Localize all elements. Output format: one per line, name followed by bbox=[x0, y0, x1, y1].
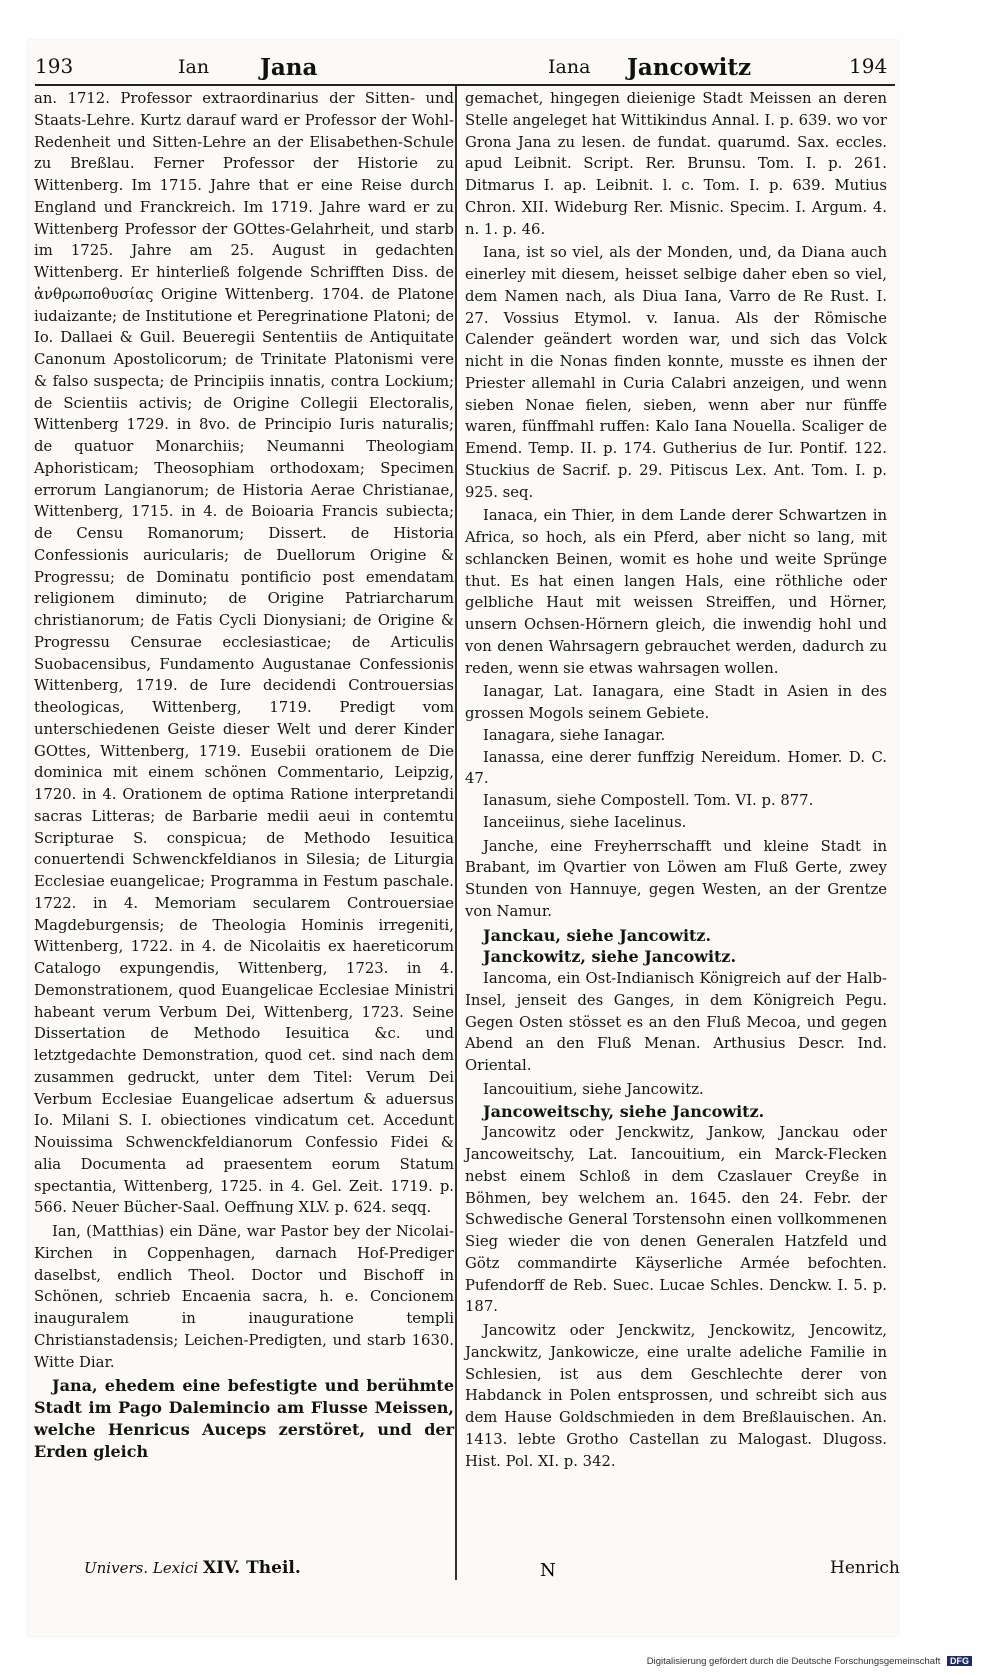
entry-iancouitium: Iancouitium, siehe Jancowitz. bbox=[483, 1080, 704, 1098]
signature-mark: N bbox=[540, 1560, 556, 1581]
entry-jana-continuation: gemachet, hingegen dieienige Stadt Meissen an deren Stelle angeleget hat Wittikindus Annal. I. p. 639. wo vor Grona Jana zu lesen. de fundat. quarumd. Sax. eccles. apud Leibnit. Script. Rer. Brunsu. Tom. I. p. 261. Ditmarus I. ap. Leibnit. l. c. Tom. I. p. 639. Mutius Chron. XII. Wideburg Rer. Misnic. Specim. I. Argum. 4. n. 1. p. 46. bbox=[465, 90, 887, 238]
entry-iana: Iana, ist so viel, als der Monden, und, da Diana auch einerley mit diesem, heisset selbige daher eben so viel, dem Namen nach, als Diua Iana, Varro de Re Rust. I. 27. Vossius Etymol. v. Ianua. Als der Römische Calender geändert worden war, und sich das Volck nicht in die Nonas finden konnte, musste es ihnen der Priester allemahl in Curia Calabri anzeigen, und wenn sieben Nonae fielen, sieben, wenn aber nur fünffe waren, fünffmahl ruffen: Kalo Iana Nouella. Scaliger de Emend. Temp. II. p. 174. Gutherius de Iur. Pontif. 122. Stuckius de Sacrif. p. 29. Pitiscus Lex. Ant. Tom. I. p. 925. seq. bbox=[465, 244, 887, 501]
entry-jancowitz-family: Jancowitz oder Jenckwitz, Jenckowitz, Jencowitz, Janckwitz, Jankowicze, eine uralte adeliche Familie in Schlesien, ist aus dem Geschlechte derer von Habdanck in Polen entsprossen, und schreibt sich aus dem Hause Goldschmieden in dem Breßlauischen. An. 1413. lebte Grotho Castellan zu Malogast. Dlugoss. Hist. Pol. XI. p. 342. bbox=[465, 1322, 887, 1470]
signature-volume: XIV. Theil. bbox=[202, 1558, 301, 1578]
catchword: Henrich bbox=[830, 1558, 900, 1578]
entry-jancowitz-town: Jancowitz oder Jenckwitz, Jankow, Janckau oder Jancoweitschy, Lat. Iancouitium, ein Marck-Flecken nebst einem Schloß in dem Czaslauer Creyße in Böhmen, bey welchem an. 1645. den 24. Febr. der Schwedische General Torstensohn einen vollkommenen Sieg wieder die von denen Generalen Hatzfeld und Götz commandirte Käyserliche Armée befochten. Pufendorff de Reb. Suec. Lucae Schles. Denckw. I. 5. p. 187. bbox=[465, 1124, 887, 1316]
entry-jana: Jana, ehedem eine befestigte und berühmte Stadt im Pago Dalemincio am Flusse Meissen, welche Henricus Auceps zerstöret, und der Erden gleich bbox=[34, 1376, 454, 1461]
header-word-right-2: Jancowitz bbox=[627, 54, 752, 81]
entry-ianassa: Ianassa, eine derer funffzig Nereidum. Homer. D. C. 47. bbox=[465, 748, 887, 788]
entry-janckowitz: Janckowitz, siehe Jancowitz. bbox=[483, 947, 737, 967]
dfg-logo: DFG bbox=[947, 1656, 972, 1666]
left-column bbox=[34, 88, 454, 1462]
entry-janckau: Janckau, siehe Jancowitz. bbox=[483, 925, 712, 945]
entry-ianagara: Ianagara, siehe Ianagar. bbox=[483, 726, 666, 744]
header-word-left-1: Ian bbox=[178, 56, 210, 78]
entry-ianaca: Ianaca, ein Thier, in dem Lande derer Schwartzen in Africa, so hoch, als ein Pferd, aber nicht so lang, mit schlancken Beinen, womit es hohe und weite Sprünge thut. Es hat einen langen Hals, eine röthliche oder gelbliche Haut mit weissen Streiffen, und Hörner, unsern Ochsen-Hörnern gleich, die inwendig hohl und von denen Wahrsagern gebrauchet werden, dadurch zu reden, wenn sie etwas wahrsagen wollen. bbox=[465, 507, 887, 677]
digitization-credit bbox=[647, 1656, 972, 1667]
column-divider bbox=[455, 86, 457, 1580]
entry-janche: Janche, eine Freyherrschafft und kleine Stadt in Brabant, im Qvartier von Löwen am Fluß Gerte, zwey Stunden von Hannuye, gegen Westen, an der Grentze von Namur. bbox=[465, 837, 887, 920]
page-number-right: 194 bbox=[849, 54, 888, 78]
header-word-left-2: Jana bbox=[260, 54, 318, 81]
signature-line bbox=[84, 1558, 301, 1578]
entry-iancoma: Iancoma, ein Ost-Indianisch Königreich auf der Halb-Insel, jenseit des Ganges, in dem Königreich Pegu. Gegen Osten stösset es an den Fluß Mecoa, und gegen Abend an den Fluß Menan. Arthusius Descr. Ind. Oriental. bbox=[465, 970, 887, 1074]
credit-text: Digitalisierung gefördert durch die Deutsche Forschungsgemeinschaft bbox=[646, 1656, 941, 1667]
entry-ianasum: Ianasum, siehe Compostell. Tom. VI. p. 877. bbox=[483, 792, 814, 809]
header-rule bbox=[35, 84, 895, 86]
signature-prefix: Univers. Lexici bbox=[84, 1559, 199, 1577]
entry-ianceiinus: Ianceiinus, siehe Iacelinus. bbox=[483, 813, 687, 831]
entry-jancoweitschy: Jancoweitschy, siehe Jancowitz. bbox=[483, 1101, 765, 1121]
page-number-left: 193 bbox=[35, 54, 74, 78]
right-column bbox=[465, 88, 887, 1472]
header-word-right-1: Iana bbox=[548, 56, 591, 78]
entry-ianagar: Ianagar, Lat. Ianagara, eine Stadt in Asien in des grossen Mogols seinem Gebiete. bbox=[465, 683, 887, 722]
entry-ian-matthias: Ian, (Matthias) ein Däne, war Pastor bey der Nicolai-Kirchen in Coppenhagen, darnach Hof-Prediger daselbst, endlich Theol. Doctor und Bischoff in Schönen, schrieb Encaenia sacra, h. e. Concionem inauguralem in inauguratione templi Christianstadensis; Leichen-Predigten, und starb 1630. Witte Diar. bbox=[34, 1223, 454, 1371]
running-header bbox=[0, 54, 1000, 84]
entry-continuation: an. 1712. Professor extraordinarius der Sitten- und Staats-Lehre. Kurtz darauf ward er Professor der Wohl-Redenheit und Sitten-Lehre an der Elisabethen-Schule zu Breßlau. Ferner Professor der Historie zu Wittenberg. Im 1715. Jahre that er eine Reise durch England und Franckreich. Im 1719. Jahre ward er zu Wittenberg Professor der GOttes-Gelahrheit, und starb im 1725. Jahre am 25. August in gedachten Wittenberg. Er hinterließ folgende Schrifften Diss. de ἀνθρωποθυσίας Origine Wittenberg. 1704. de Platone iudaizante; de Institutione et Peregrinatione Platoni; de Io. Dallaei & Guil. Beueregii Sententiis de Antiquitate Canonum Apostolicorum; de Trinitate Platonismi vere & falso suspecta; de Principiis innatis, contra Lockium; de Scientiis activis; de Origine Collegii Electoralis, Wittenberg 1729. in 8vo. de Principio Iuris naturalis; de quatuor Monarchiis; Neumanni Theologiam Aphoristicam; Theosophiam orthodoxam; Specimen errorum Langianorum; de Historia Aerae Christianae, Wittenberg, 1715. in 4. de Boioaria Francis subiecta; de Censu Romanorum; Dissert. de Historia Confessionis auricularis; de Duellorum Origine & Progressu; de Dominatu pontificio post emendatam religionem diminuto; de Origine Patriarcharum christianorum; de Fatis Cycli Dionysiani; de Origine & Progressu Censurae ecclesiasticae; de Articulis Suobacensibus, Fundamento Augustanae Confessionis Wittenberg, 1719. de Iure decidendi Controuersias theologicas, Wittenberg, 1719. Predigt vom unterschiedenen Geiste dieser Welt und derer Kinder GOttes, Wittenberg, 1719. Eusebii orationem de Die dominica mit einem schönen Commentario, Leipzig, 1720. in 4. Orationem de optima Ratione interpretandi sacras Litteras; de Barbarie medii aeui in contemtu Scripturae S. conspicua; de Methodo Iesuitica conuertendi Schwenckfeldianos in Silesia; de Liturgia Ecclesiae euangelicae; Programma in Festum paschale. 1722. in 4. Memoriam secularem Controuersiae Magdeburgensis; de Theologia Hominis irregeniti, Wittenberg, 1722. in 4. de Nicolaitis ex haereticorum Catalogo expungendis, Wittenberg, 1723. in 4. Demonstrationem, quod Euangelicae Ecclesiae Ministri habeant verum Verbum Dei, Wittenberg, 1723. Seine Dissertation de Methodo Iesuitica &c. und letztgedachte Demonstration, quod cet. sind nach dem zusammen gedruckt, unter dem Titel: Verum Dei Verbum Ecclesiae Euangelicae adsertum & aduersus Io. Milani S. I. obiectiones vindicatum cet. Accedunt Nouissima Schwenckfeldianorum Confessio Fidei & alia Documenta ad praesentem eorum Statum spectantia, Wittenberg, 1725. in 4. Gel. Zeit. 1719. p. 566. Neuer Bücher-Saal. Oeffnung XLV. p. 624. seqq. bbox=[34, 90, 454, 1217]
